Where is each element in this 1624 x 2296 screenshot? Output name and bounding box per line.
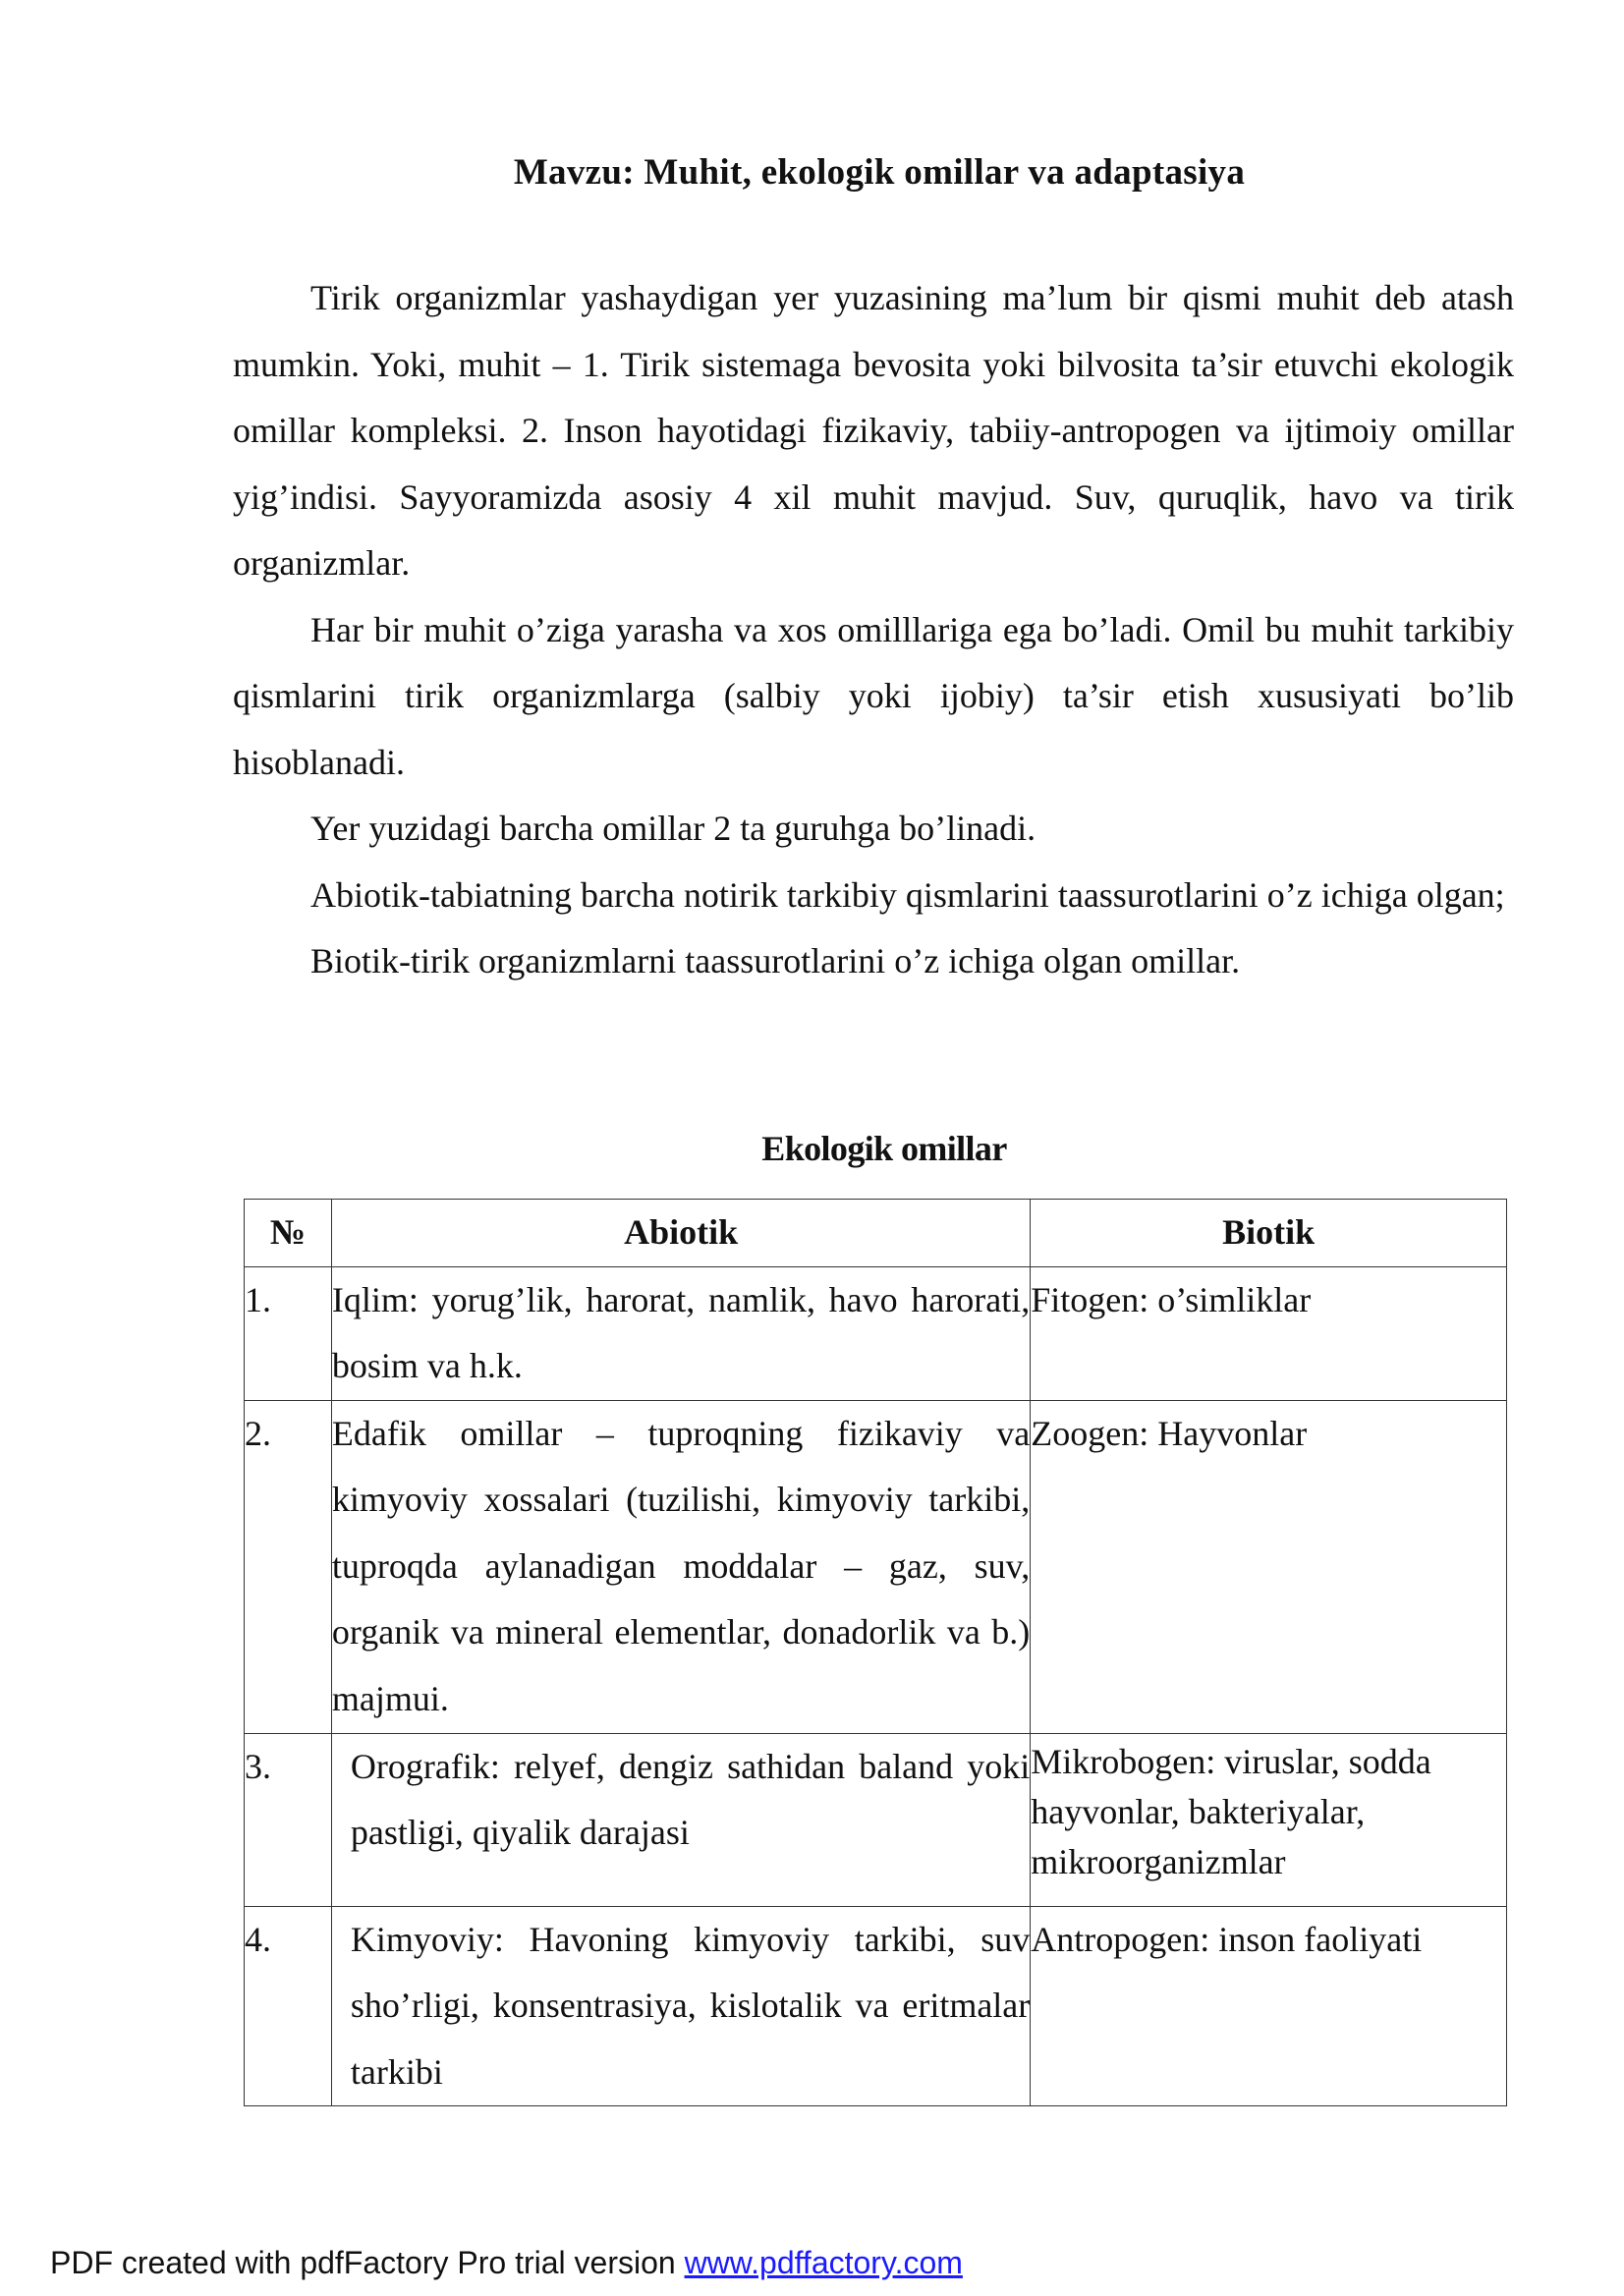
biotic-cell: Antropogen: inson faoliyati <box>1031 1906 1507 2106</box>
abiotic-cell: Iqlim: yorug’lik, harorat, namlik, havo harorati, bosim va h.k. <box>331 1266 1030 1400</box>
ecological-factors-table <box>244 1199 1507 2106</box>
paragraph: Tirik organizmlar yashaydigan yer yuzasining ma’lum bir qismi muhit deb atash mumkin. Yoki, muhit – 1. Tirik sistemaga bevosita yoki bilvosita ta’sir etuvchi ekologik omillar kompleksi. 2. Inson hayotidagi fizikaviy, tabiiy-antropogen va ijtimoiy omillar yig’indisi. Sayyoramizda asosiy 4 xil muhit mavjud. Suv, quruqlik, havo va tirik organizmlar. <box>233 278 1514 583</box>
header-number: № <box>245 1200 332 1267</box>
paragraph: Har bir muhit o’ziga yarasha va xos omilllariga ega bo’ladi. Omil bu muhit tarkibiy qismlarini tirik organizmlarga (salbiy yoki ijobiy) ta’sir etish xususiyati bo’lib hisoblanadi. <box>233 609 1514 782</box>
biotic-cell: Zoogen: Hayvonlar <box>1031 1400 1507 1733</box>
row-number: 3. <box>245 1733 332 1906</box>
table-row <box>245 1906 1507 2106</box>
row-number: 2. <box>245 1400 332 1733</box>
row-number: 4. <box>245 1906 332 2106</box>
paragraph: Biotik-tirik organizmlarni taassurotlarini o’z ichiga olgan omillar. <box>310 941 1241 980</box>
table-title: Ekologik omillar <box>761 1129 1007 1168</box>
document-body <box>233 265 1514 995</box>
abiotic-cell: Orografik: relyef, dengiz sathidan baland yoki pastligi, qiyalik darajasi <box>331 1733 1030 1906</box>
row-number: 1. <box>245 1266 332 1400</box>
table-row <box>245 1266 1507 1400</box>
biotic-cell: Mikrobogen: viruslar, sodda hayvonlar, bakteriyalar, mikroorganizmlar <box>1031 1733 1507 1906</box>
table-row <box>245 1733 1507 1906</box>
abiotic-cell: Edafik omillar – tuproqning fizikaviy va kimyoviy xossalari (tuzilishi, kimyoviy tarkibi, tuproqda aylanadigan moddalar – gaz, suv, organik va mineral elementlar, donadorlik va b.) majmui. <box>331 1400 1030 1733</box>
footer-link[interactable]: www.pdffactory.com <box>684 2245 963 2280</box>
document-title: Mavzu: Muhit, ekologik omillar va adaptasiya <box>513 152 1246 193</box>
biotic-cell: Fitogen: o’simliklar <box>1031 1266 1507 1400</box>
table-header-row <box>245 1200 1507 1267</box>
paragraph: Abiotik-tabiatning barcha notirik tarkibiy qismlarini taassurotlarini o’z ichiga olgan; <box>310 874 1505 915</box>
header-abiotic: Abiotik <box>331 1200 1030 1267</box>
paragraph: Yer yuzidagi barcha omillar 2 ta guruhga bo’linadi. <box>310 809 1036 848</box>
abiotic-cell: Kimyoviy: Havoning kimyoviy tarkibi, suv sho’rligi, konsentrasiya, kislotalik va eritmalar tarkibi <box>331 1906 1030 2106</box>
footer-text: PDF created with pdfFactory Pro trial version <box>50 2245 685 2280</box>
table-row <box>245 1400 1507 1733</box>
header-biotic: Biotik <box>1031 1200 1507 1267</box>
pdf-footer <box>50 2243 963 2282</box>
